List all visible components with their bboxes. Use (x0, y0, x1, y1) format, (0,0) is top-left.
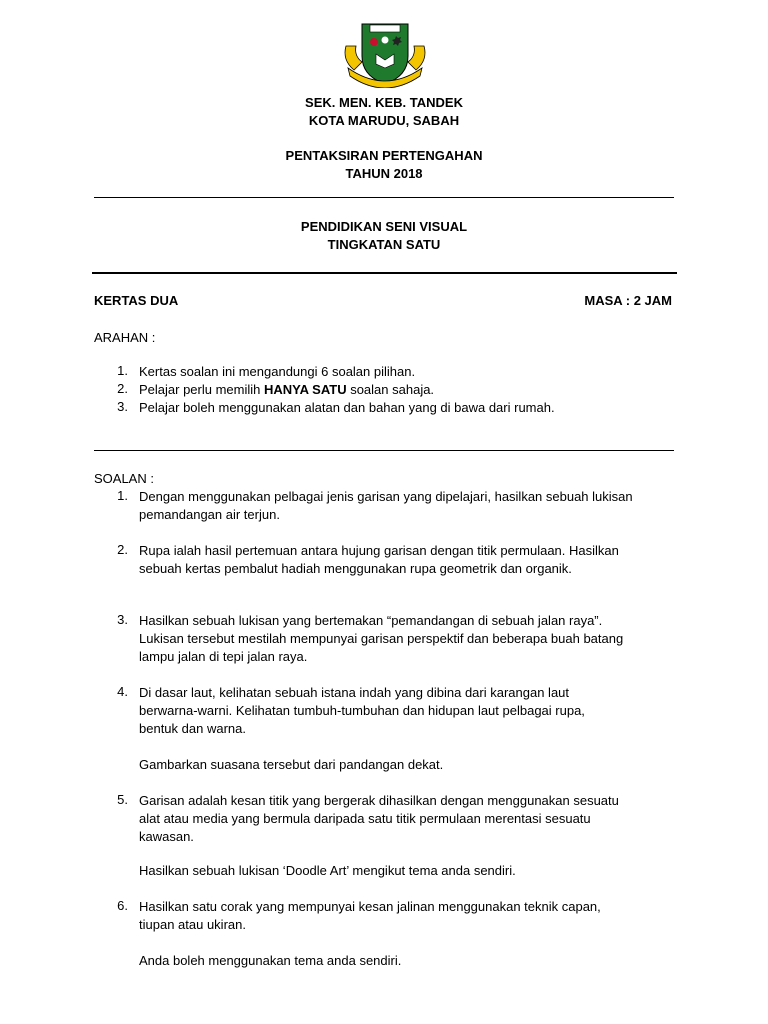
instructions-title: ARAHAN : (94, 330, 156, 345)
question-extra-text: Anda boleh menggunakan tema anda sendiri. (139, 953, 402, 968)
exam-year: TAHUN 2018 (345, 166, 423, 181)
question-text: Rupa ialah hasil pertemuan antara hujung garisan dengan titik permulaan. Hasilkan sebuah kertas pembalut hadiah menggunakan rupa geometrik dan organik. (139, 543, 619, 576)
question-number: 2. (117, 542, 128, 557)
instruction-text: Pelajar perlu memilih HANYA SATU soalan sahaja. (139, 382, 435, 397)
instruction-number: 3. (117, 399, 128, 414)
instruction-text: Pelajar boleh menggunakan alatan dan bahan yang di bawa dari rumah. (139, 400, 555, 415)
divider-line (94, 197, 674, 198)
divider-line-thick (92, 272, 677, 274)
question-text: Hasilkan satu corak yang mempunyai kesan jalinan menggunakan teknik capan, tiupan atau ukiran. (139, 899, 601, 932)
question-extra-text: Hasilkan sebuah lukisan ‘Doodle Art’ mengikut tema anda sendiri. (139, 863, 516, 878)
question-number: 3. (117, 612, 128, 627)
school-crest-logo (340, 16, 430, 88)
question-text: Dengan menggunakan pelbagai jenis garisan yang dipelajari, hasilkan sebuah lukisan pemandangan air terjun. (139, 489, 633, 522)
instruction-number: 1. (117, 363, 128, 378)
question-text: Di dasar laut, kelihatan sebuah istana indah yang dibina dari karangan laut berwarna-warni. Kelihatan tumbuh-tumbuhan dan hidupan laut pelbagai rupa, bentuk dan warna. (139, 685, 585, 736)
question-text: Hasilkan sebuah lukisan yang bertemakan “pemandangan di sebuah jalan raya”. Lukisan tersebut mestilah mempunyai garisan perspektif dan beberapa buah batang lampu jalan di tepi jalan raya. (139, 613, 624, 664)
instruction-number: 2. (117, 381, 128, 396)
question-extra-text: Gambarkan suasana tersebut dari pandangan dekat. (139, 757, 444, 772)
questions-title: SOALAN : (94, 471, 154, 486)
school-name: SEK. MEN. KEB. TANDEK (305, 95, 463, 110)
question-text: Garisan adalah kesan titik yang bergerak dihasilkan dengan menggunakan sesuatu alat atau media yang bermula daripada satu titik permulaan merentasi sesuatu kawasan. (139, 793, 619, 844)
time-label: MASA : 2 JAM (584, 293, 672, 308)
instruction-text: Kertas soalan ini mengandungi 6 soalan pilihan. (139, 364, 416, 379)
question-number: 5. (117, 792, 128, 807)
question-number: 1. (117, 488, 128, 503)
paper-label: KERTAS DUA (94, 293, 179, 308)
question-number: 4. (117, 684, 128, 699)
emphasis-text: HANYA SATU (264, 382, 347, 397)
exam-title: PENTAKSIRAN PERTENGAHAN (285, 148, 483, 163)
subject-title: PENDIDIKAN SENI VISUAL (300, 219, 468, 234)
form-level: TINGKATAN SATU (327, 237, 441, 252)
divider-line (94, 450, 674, 451)
question-number: 6. (117, 898, 128, 913)
school-location: KOTA MARUDU, SABAH (308, 113, 460, 128)
